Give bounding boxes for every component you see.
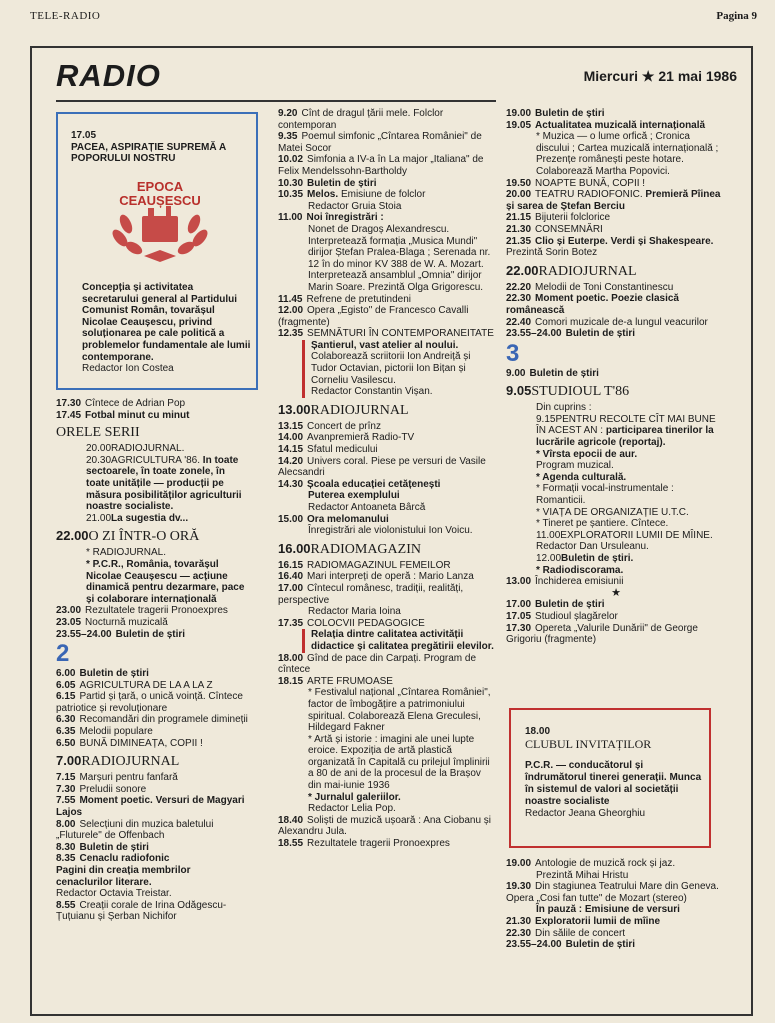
- program-title: AGRICULTURA DE LA A LA Z: [79, 679, 213, 691]
- featured-body: [82, 282, 252, 375]
- program-title: Buletin de știri: [535, 599, 605, 611]
- program-title: ARTE FRUMOASE: [307, 675, 393, 687]
- program-title: Rezultatele tragerii Pronoexpres: [307, 838, 450, 850]
- section-heading: ORELE SERII: [56, 425, 140, 441]
- program-description: * Artă și istorie : imagini ale unei lupte eroice. Expoziția de artă plastică organizată în Capitală cu prilejul împlinirii a 80 de ani de la procesul de la Brașov din mai-iunie 1936: [308, 733, 490, 792]
- program-item: [56, 772, 248, 784]
- program-item: [56, 443, 248, 455]
- program-title: Școala educației cetățenești: [307, 478, 441, 490]
- program-time: 10.35: [278, 189, 304, 201]
- program-time: 21.00: [86, 512, 112, 524]
- program-item: [56, 714, 248, 726]
- program-title: Partid și țară, o unică voință. Cîntece patriotice și revoluționare: [56, 691, 243, 714]
- program-title: Sfatul medicului: [307, 444, 378, 456]
- program-title: Clio și Euterpe. Verdi și Shakespeare.: [535, 235, 714, 247]
- featured-description: Concepția și activitatea secretarului general al Partidului Comunist Român, tovarășul Nicolae Ceaușescu, privind soluționarea pe cale politică a problemelor fundamentale ale lumii contemporane.: [82, 282, 251, 363]
- program-time: 8.30: [56, 841, 76, 853]
- program-item: [278, 514, 496, 526]
- program-item: [56, 668, 248, 680]
- program-item: [506, 939, 726, 951]
- program-time: 6.05: [56, 679, 76, 691]
- program-description: participarea tinerilor la lucrările agricole (reportaj).: [536, 425, 714, 449]
- program-item: [506, 189, 726, 212]
- program-time: 7.55: [56, 795, 76, 807]
- program-editor: Colaborează Martha Popovici.: [536, 165, 670, 177]
- program-item: [56, 900, 248, 923]
- program-time: 12.00: [536, 553, 562, 564]
- program-item: [278, 212, 496, 224]
- program-title: Antologie de muzică rock și jaz.: [535, 858, 676, 869]
- program-title: RADIOJURNAL: [310, 402, 409, 418]
- program-title: Cînt de dragul țării mele. Folclor contemporan: [278, 108, 444, 131]
- program-time: 22.20: [506, 281, 532, 293]
- program-title: Buletin de știri: [565, 328, 636, 340]
- program-item: [278, 571, 496, 583]
- program-time: 16.40: [278, 571, 304, 583]
- program-title: RADIOMAGAZINUL FEMEILOR: [307, 559, 451, 571]
- program-item: [56, 398, 248, 410]
- program-title: Buletin de știri.: [561, 553, 634, 564]
- program-title: Gînd de pace din Carpați. Program de cîntece: [278, 652, 477, 676]
- program-time: 7.00: [56, 753, 82, 769]
- program-title: Buletin de știri: [535, 108, 605, 119]
- program-description: Prezintă Sorin Botez: [506, 247, 598, 259]
- program-time: 11.00: [278, 212, 303, 224]
- program-item: [278, 189, 496, 201]
- column-3: [506, 108, 726, 646]
- club-editor: Redactor Jeana Gheorghiu: [525, 808, 646, 819]
- program-item: [278, 328, 496, 340]
- program-time: 7.30: [56, 783, 76, 795]
- program-title: Preludii sonore: [79, 783, 147, 795]
- program-title: NOAPTE BUNĂ, COPII !: [535, 177, 646, 189]
- program-editor: Redactor Dan Ursuleanu.: [536, 541, 649, 553]
- program-item: [278, 305, 496, 328]
- program-title: Buletin de știri: [565, 939, 636, 951]
- program-time: 11.45: [278, 293, 303, 305]
- program-time: 17.35: [278, 617, 304, 629]
- program-time: 21.30: [506, 223, 532, 235]
- program-time: 19.05: [506, 119, 532, 131]
- program-title: Cîntece de Adrian Pop: [85, 398, 186, 409]
- program-time: 14.30: [278, 478, 304, 490]
- program-item: [56, 410, 248, 422]
- program-item: [278, 178, 496, 190]
- program-title: Marșuri pentru fanfară: [79, 772, 178, 784]
- featured-editor: Redactor Ion Costea: [82, 363, 174, 375]
- logo-text: EPOCA CEAUȘESCU: [119, 179, 201, 208]
- program-item: [506, 224, 726, 236]
- program-title: Fotbal minut cu minut: [85, 409, 190, 421]
- featured-title: PACEA, ASPIRAȚIE SUPREMĂ A POPORULUI NOSTRU: [71, 141, 226, 165]
- program-title: Exploratorii lumii de mîine: [535, 915, 661, 927]
- program-time: 18.00: [278, 652, 304, 664]
- program-description: Pagini din creația membrilor cenaclurilor literare.: [56, 865, 191, 888]
- program-description: Șantierul, vast atelier al noului.: [311, 339, 459, 351]
- program-time: 13.00: [278, 401, 311, 417]
- program-time: 21.30: [506, 915, 532, 927]
- program-item: [506, 293, 726, 316]
- star-separator-icon: ★: [611, 586, 621, 599]
- program-description: Puterea exemplului: [308, 490, 400, 502]
- program-item: [278, 815, 496, 838]
- program-title: SEMNĂTURI ÎN CONTEMPORANEITATE: [307, 328, 494, 340]
- program-time: 18.40: [278, 814, 304, 826]
- column-3-bottom: [506, 858, 726, 951]
- program-title: Refrene de pretutindeni: [306, 293, 412, 305]
- program-item: [278, 560, 496, 572]
- program-item: [56, 513, 248, 525]
- program-time: 6.30: [56, 714, 76, 726]
- program-description: * Festivalul național „Cîntarea României", factor de îmbogățire a patrimoniului spiritual. Colaborează Elena Greculesi, Hildegard Fakner: [308, 687, 491, 734]
- program-time: 19.00: [506, 108, 532, 119]
- program-time: 9.00: [506, 367, 526, 379]
- program-title: Buletin de știri: [115, 628, 186, 640]
- club-content: [525, 726, 705, 820]
- program-item: [506, 858, 726, 870]
- program-time: 21.15: [506, 212, 532, 224]
- program-time: 19.50: [506, 177, 532, 189]
- program-item: [278, 618, 496, 630]
- program-title: AGRICULTURA '86.: [111, 454, 201, 466]
- program-item: [506, 212, 726, 224]
- program-item: [506, 328, 726, 340]
- program-title: Noi înregistrări :: [306, 212, 384, 224]
- program-time: 17.00: [506, 599, 532, 611]
- program-item: [506, 282, 726, 294]
- program-subitem: * Tineret pe șantiere. Cîntece.: [536, 518, 669, 530]
- program-item: [278, 432, 496, 444]
- program-title: Cenaclu radiofonic: [79, 853, 170, 865]
- program-editor: Redactor Lelia Pop.: [308, 803, 396, 815]
- program-time: 22.00: [506, 262, 539, 278]
- program-time: 12.00: [278, 305, 304, 317]
- program-title: Melodii populare: [79, 726, 153, 738]
- program-item: [506, 317, 726, 329]
- program-item: [278, 583, 496, 606]
- program-subitem: * Radiodiscorama.: [536, 564, 624, 576]
- program-item: [278, 421, 496, 433]
- program-title: Bijuterii folclorice: [535, 212, 611, 224]
- program-item: [506, 108, 726, 120]
- program-time: 17.00: [278, 582, 304, 594]
- program-item: [278, 653, 496, 676]
- title-rule: [56, 100, 496, 102]
- program-item-major: [506, 382, 726, 400]
- program-2-marker: 2: [56, 640, 70, 668]
- program-time: 8.55: [56, 899, 76, 911]
- program-title: Cîntecul românesc, tradiții, realități, perspective: [278, 582, 464, 606]
- club-time: 18.00: [525, 726, 551, 737]
- program-item-major: [278, 401, 496, 419]
- program-title: Buletin de știri: [79, 841, 149, 853]
- program-item: [56, 738, 248, 750]
- program-time: 18.15: [278, 675, 304, 687]
- column-2: [278, 108, 496, 850]
- program-time: 7.15: [56, 772, 76, 784]
- program-title: BUNĂ DIMINEAȚA, COPII !: [79, 737, 203, 749]
- featured-time: 17.05: [71, 130, 97, 141]
- program-title: Mari interpreți de operă : Mario Lanza: [307, 571, 474, 583]
- program-time: 9.20: [278, 108, 298, 119]
- program-subitem: Din cuprins :: [536, 402, 592, 414]
- program-time: 22.40: [506, 316, 532, 328]
- program-subitem: Program muzical.: [536, 460, 614, 472]
- program-time: 20.00: [506, 189, 532, 201]
- program-time: 10.30: [278, 177, 304, 189]
- program-description: Premieră Pîinea și sarea de Ștefan Berciu: [506, 189, 721, 212]
- program-time: 16.00: [278, 540, 311, 556]
- program-item: [278, 154, 496, 177]
- program-time: 22.00: [56, 528, 89, 544]
- program-editor: Redactor Gruia Stoia: [308, 200, 402, 212]
- program-time: 13.00: [506, 576, 532, 588]
- program-description: * Muzica — o lume orfică ; Cronica discului ; Cartea muzicală internațională ; Prezențe românești peste hotare.: [536, 131, 719, 166]
- club-title: CLUBUL INVITAȚILOR: [525, 737, 652, 751]
- program-subitem: * Agenda culturală.: [536, 471, 627, 483]
- publication-name: TELE-RADIO: [30, 10, 101, 22]
- program-editor: Redactor Octavia Treistar.: [56, 888, 172, 900]
- program-description: Nonet de Dragoș Alexandrescu. Interpretează formația „Musica Mundi" dirijor Ștefan Pralea-Blaga ; Serenada nr. 12 în do minor KV 388 de W. A. Mozart. Interpretează ansamblul „Omnia" dirijor Marin Soare. Prezintă Olga Grigorescu.: [308, 223, 491, 293]
- program-item: [278, 838, 496, 850]
- program-title: Actualitatea muzicală internațională: [535, 119, 706, 131]
- program-item: [278, 108, 496, 131]
- program-item: [506, 623, 726, 646]
- program-time: 21.35: [506, 235, 532, 247]
- program-editor: Redactor Constantin Vișan.: [311, 386, 433, 398]
- program-item: [506, 178, 726, 190]
- program-title: Buletin de știri: [307, 177, 377, 189]
- program-subitem: * VIAȚA DE ORGANIZAȚIE U.T.C.: [536, 506, 689, 518]
- program-time: 17.45: [56, 409, 82, 421]
- program-title: Poemul simfonic „Cîntarea României" de Matei Socor: [278, 131, 482, 154]
- program-title: Avanpremieră Radio-TV: [307, 432, 415, 444]
- program-item: [506, 120, 726, 132]
- page-title: RADIO: [56, 58, 161, 93]
- program-title: Nocturnă muzicală: [85, 616, 168, 628]
- program-description: Înregistrări ale violonistului Ion Voicu.: [308, 525, 473, 537]
- program-time: 9.05: [506, 383, 532, 399]
- program-title: RADIOJURNAL.: [111, 443, 185, 455]
- program-title: Univers coral. Piese pe versuri de Vasile Alecsandri: [278, 455, 486, 479]
- program-title: Buletin de știri: [79, 668, 149, 680]
- program-item: [56, 680, 248, 692]
- program-subitem: [506, 530, 726, 542]
- program-description: * Jurnalul galeriilor.: [308, 791, 401, 803]
- program-time: 20.30: [86, 454, 112, 466]
- program-title: Selecțiuni din muzica baletului „Fluturele" de Offenbach: [56, 818, 214, 842]
- program-time: 11.00: [536, 529, 561, 541]
- program-item: [278, 676, 496, 688]
- program-time: 17.30: [506, 622, 532, 634]
- program-time: 14.15: [278, 444, 304, 456]
- program-title: STUDIOUL T'86: [531, 384, 630, 400]
- program-title: PENTRU RECOLTE CÎT MAI BUNE ÎN ACEST AN :: [536, 413, 716, 437]
- program-time: 13.15: [278, 420, 304, 432]
- program-time: 20.00: [86, 443, 112, 455]
- program-title: O ZI ÎNTR-O ORĂ: [88, 529, 200, 545]
- program-item: [506, 916, 726, 928]
- program-item: [56, 853, 248, 865]
- program-title: Melodii de Toni Constantinescu: [535, 281, 674, 293]
- program-title: TEATRU RADIOFONIC.: [535, 189, 643, 201]
- program-time: 8.00: [56, 818, 76, 830]
- program-time: 19.30: [506, 881, 532, 893]
- program-editor: Redactor Antoaneta Bârcă: [308, 502, 426, 513]
- program-title: Melos.: [307, 189, 339, 201]
- program-subitem: * RADIOJURNAL.: [86, 547, 167, 559]
- program-item: [56, 455, 248, 513]
- program-title: RADIOJURNAL: [538, 263, 637, 279]
- program-time: 12.35: [278, 328, 304, 340]
- program-time: 10.02: [278, 154, 304, 166]
- program-title: Din stagiunea Teatrului Mare din Geneva. Opera „Cosi fan tutte" de Mozart (stereo): [506, 881, 719, 904]
- program-time: 22.30: [506, 293, 532, 305]
- program-item: [506, 236, 726, 259]
- program-time: 15.00: [278, 513, 304, 525]
- featured-box-club: [509, 708, 711, 848]
- program-time: 6.50: [56, 737, 76, 749]
- program-item: [56, 784, 248, 796]
- program-time: 17.05: [506, 610, 532, 622]
- program-item: [56, 691, 248, 714]
- program-subitem: * Vîrsta epocii de aur.: [536, 448, 638, 460]
- program-time: 23.55–24.00: [506, 939, 562, 951]
- program-item: [278, 131, 496, 154]
- program-title: Soliști de muzică ușoară : Ana Ciobanu și Alexandru Jula.: [278, 814, 492, 838]
- program-item: [506, 881, 726, 904]
- program-title: Opereta „Valurile Dunării" de George Grigoriu (fragmente): [506, 622, 698, 646]
- program-time: 6.35: [56, 726, 76, 738]
- featured-heading: [71, 130, 247, 165]
- program-subitem: [506, 553, 726, 565]
- program-description: Emisiune de folclor: [340, 189, 426, 201]
- program-item-major: [506, 262, 726, 280]
- program-item: [278, 294, 496, 306]
- program-item: [278, 479, 496, 491]
- program-description: Relația dintre calitatea activității didactice și calitatea pregătirii elevilor.: [302, 629, 496, 652]
- program-title: La sugestia dv...: [111, 512, 189, 524]
- program-item-major: [56, 752, 248, 770]
- program-title: Opera „Egisto" de Francesco Cavalli (fragmente): [278, 305, 469, 328]
- program-time: 23.55–24.00: [506, 328, 562, 340]
- program-title: Comori muzicale de-a lungul veacurilor: [535, 316, 708, 328]
- program-description: Colaborează scriitorii Ion Andreiță și Tudor Octavian, pictorii Ion Bițan și Corneliu Vasilescu.: [311, 351, 471, 386]
- program-title: Moment poetic. Versuri de Magyari Lajos: [56, 795, 245, 819]
- epoca-logo: [104, 180, 216, 264]
- program-3-marker: 3: [506, 339, 520, 367]
- page-header: [30, 6, 757, 28]
- program-time: 23.05: [56, 616, 82, 628]
- program-title: COLOCVII PEDAGOGICE: [307, 617, 425, 629]
- program-time: 16.15: [278, 559, 304, 571]
- program-item: [278, 444, 496, 456]
- program-description: În pauză : Emisiune de versuri: [536, 904, 680, 916]
- program-time: 17.30: [56, 398, 82, 409]
- program-item: [56, 605, 248, 617]
- featured-box-epoca: [56, 112, 258, 390]
- program-item-major: [56, 527, 248, 545]
- program-time: 14.20: [278, 455, 304, 467]
- program-item: [56, 819, 248, 842]
- program-item: [56, 795, 248, 818]
- program-description: Prezintă Mihai Hristu: [536, 869, 629, 881]
- program-title: Din sălile de concert: [535, 927, 626, 939]
- column-1: [56, 398, 248, 923]
- page-number: Pagina 9: [716, 10, 757, 22]
- program-subitem: * Formații vocal-instrumentale : Romanticii.: [536, 483, 674, 507]
- program-time: 23.55–24.00: [56, 628, 112, 640]
- program-time: 23.00: [56, 605, 82, 617]
- program-item-major: [278, 540, 496, 558]
- program-time: 6.00: [56, 668, 76, 680]
- program-time: 9.15: [536, 413, 556, 425]
- club-description: P.C.R. — conducătorul și îndrumătorul tinerei generații. Munca în sistemul de valori al societății noastre socialiste: [525, 760, 702, 807]
- program-title: Creații corale de Irina Odăgescu-Țuțuianu și Șerban Nichifor: [56, 899, 227, 923]
- program-title: EXPLORATORII LUMII DE MÎINE.: [560, 529, 713, 541]
- program-time: 9.35: [278, 131, 298, 143]
- program-time: 14.00: [278, 432, 304, 444]
- program-title: Simfonia a IV-a în La major „Italiana" de Felix Mendelssohn-Bartholdy: [278, 154, 484, 177]
- program-item: [56, 842, 248, 854]
- program-title: Închiderea emisiunii: [535, 576, 624, 588]
- program-time: 22.30: [506, 927, 532, 939]
- program-time: 6.15: [56, 691, 76, 703]
- program-title: Buletin de știri: [529, 367, 599, 379]
- program-item: [506, 599, 726, 611]
- program-item: [56, 617, 248, 629]
- program-title: Ora melomanului: [307, 513, 389, 525]
- program-time: 19.00: [506, 858, 532, 869]
- program-title: Moment poetic. Poezie clasică românească: [506, 293, 679, 316]
- program-time: 18.55: [278, 838, 304, 850]
- program-item: [56, 726, 248, 738]
- program-editor: Redactor Maria Ioina: [308, 606, 401, 618]
- date-line: Miercuri ★ 21 mai 1986: [583, 68, 737, 84]
- program-item: [506, 611, 726, 623]
- program-time: 8.35: [56, 853, 76, 865]
- program-title: Concert de prînz: [307, 420, 381, 432]
- program-title: Studioul șlagărelor: [535, 610, 618, 622]
- program-title: RADIOMAGAZIN: [310, 541, 421, 557]
- program-detail: [302, 340, 496, 398]
- program-title: Rezultatele tragerii Pronoexpres: [85, 605, 228, 617]
- program-description: In toate sectoarele, în toate zonele, în toate unitățile — producții pe măsura posibilităților agriculturii noastre socialiste.: [86, 454, 242, 513]
- program-item: [506, 928, 726, 940]
- program-title: CONSEMNĂRI: [535, 223, 603, 235]
- program-item: [278, 456, 496, 479]
- program-item: [506, 368, 726, 380]
- program-title: RADIOJURNAL: [81, 754, 180, 770]
- program-subitem: [506, 414, 726, 449]
- program-item: [56, 629, 248, 641]
- program-title: Recomandări din programele dimineții: [79, 714, 248, 726]
- program-subitem: * P.C.R., România, tovarășul Nicolae Ceaușescu — acțiune dinamică pentru dezarmare, pace și colaborare internațională: [86, 558, 245, 605]
